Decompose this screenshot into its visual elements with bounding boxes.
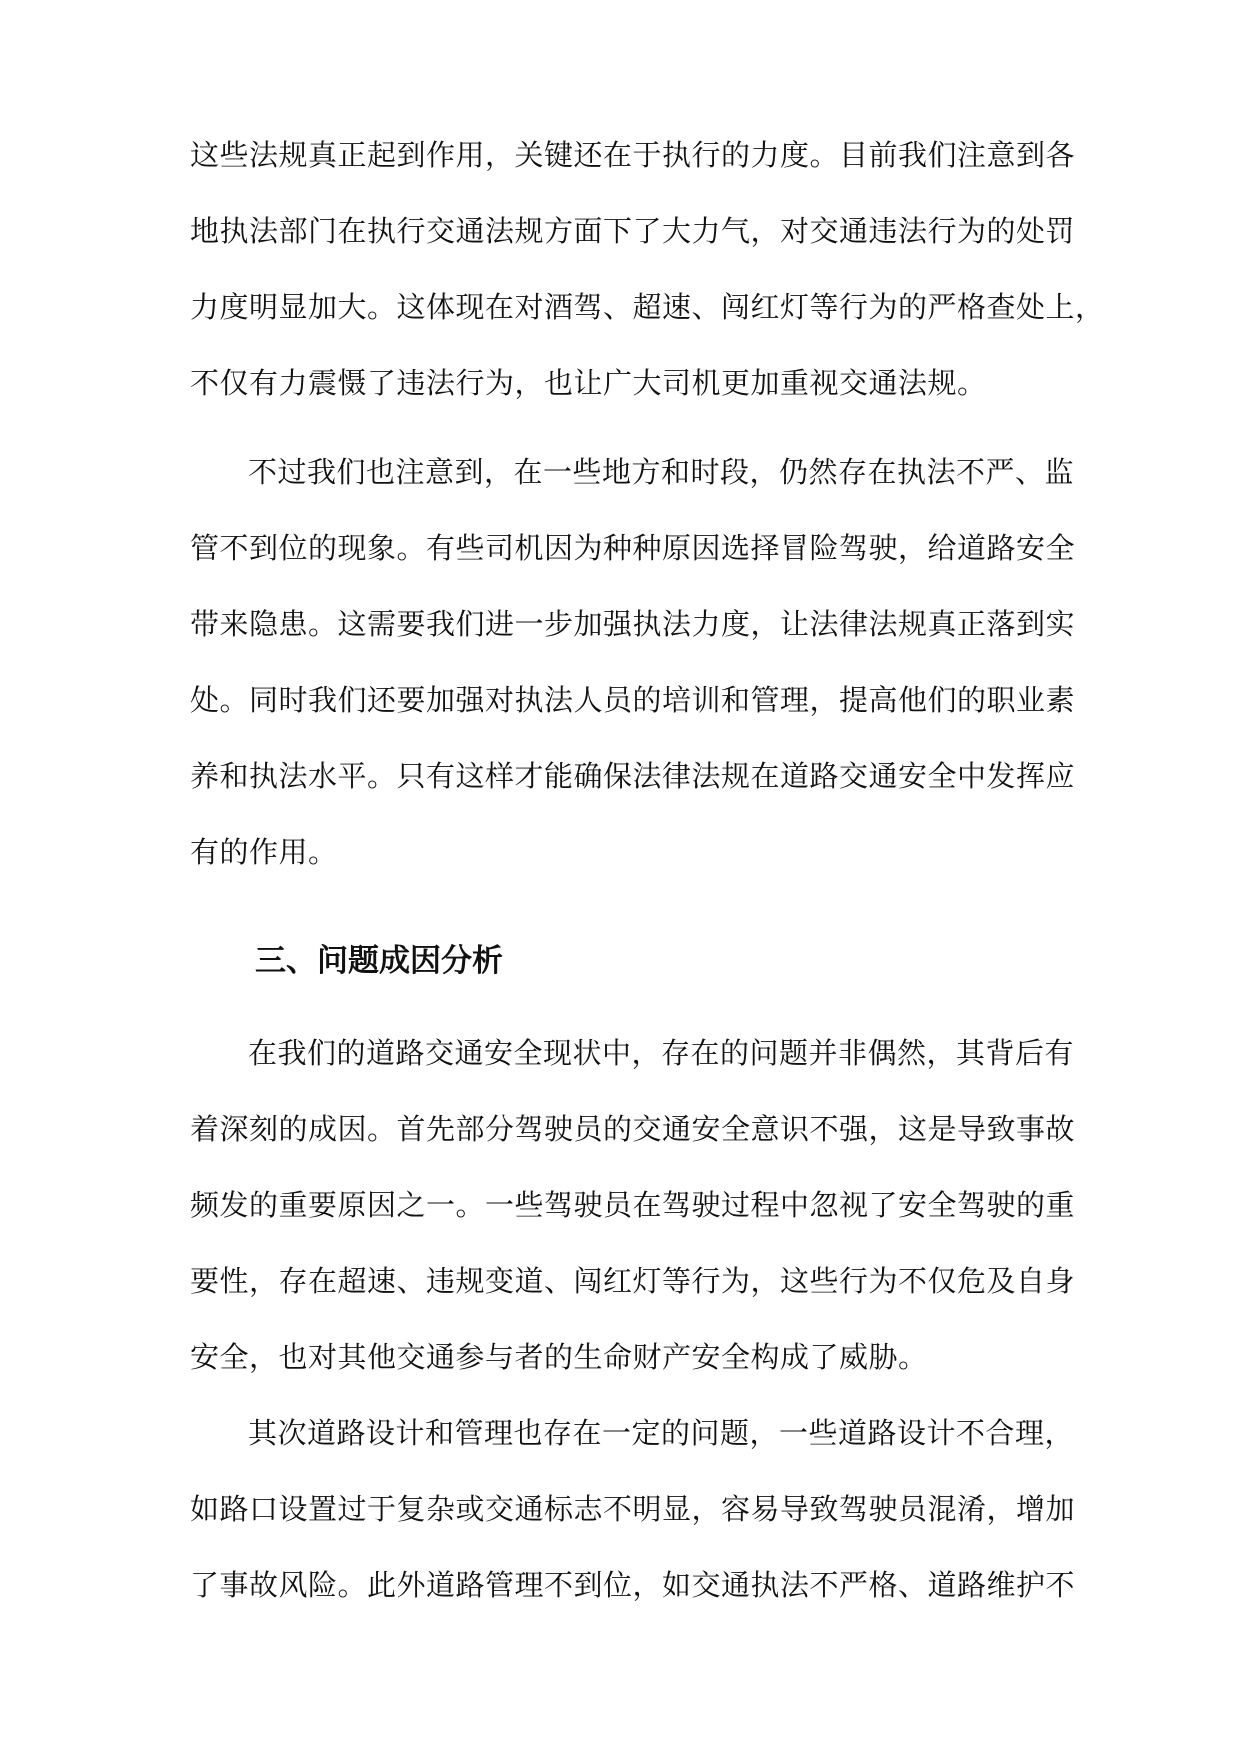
paragraph-line: 不过我们也注意到，在一些地方和时段，仍然存在执法不严、监 xyxy=(248,455,1075,489)
paragraph-line: 地执法部门在执行交通法规方面下了大力气，对交通违法行为的处罚 xyxy=(190,214,1076,248)
paragraph-line: 安全，也对其他交通参与者的生命财产安全构成了威胁。 xyxy=(190,1340,928,1374)
paragraph-line: 其次道路设计和管理也存在一定的问题，一些道路设计不合理， xyxy=(248,1416,1075,1450)
paragraph-line: 养和执法水平。只有这样才能确保法律法规在道路交通安全中发挥应 xyxy=(190,759,1076,793)
paragraph-line: 不仅有力震慑了违法行为，也让广大司机更加重视交通法规。 xyxy=(190,366,987,400)
paragraph-line: 这些法规真正起到作用，关键还在于执行的力度。目前我们注意到各 xyxy=(190,138,1076,172)
paragraph-line: 频发的重要原因之一。一些驾驶员在驾驶过程中忽视了安全驾驶的重 xyxy=(190,1188,1076,1222)
paragraph-line: 了事故风险。此外道路管理不到位，如交通执法不严格、道路维护不 xyxy=(190,1568,1076,1602)
section-heading: 三、问题成因分析 xyxy=(255,943,503,979)
paragraph-line: 力度明显加大。这体现在对酒驾、超速、闯红灯等行为的严格查处上， xyxy=(190,290,1105,324)
paragraph-line: 管不到位的现象。有些司机因为种种原因选择冒险驾驶，给道路安全 xyxy=(190,531,1076,565)
paragraph-line: 带来隐患。这需要我们进一步加强执法力度，让法律法规真正落到实 xyxy=(190,607,1076,641)
paragraph-line: 处。同时我们还要加强对执法人员的培训和管理，提高他们的职业素 xyxy=(190,683,1076,717)
paragraph-line: 着深刻的成因。首先部分驾驶员的交通安全意识不强，这是导致事故 xyxy=(190,1112,1076,1146)
paragraph-line: 在我们的道路交通安全现状中，存在的问题并非偶然，其背后有 xyxy=(248,1036,1075,1070)
paragraph-line: 如路口设置过于复杂或交通标志不明显，容易导致驾驶员混淆，增加 xyxy=(190,1492,1076,1526)
paragraph-line: 有的作用。 xyxy=(190,835,338,869)
paragraph-line: 要性，存在超速、违规变道、闯红灯等行为，这些行为不仅危及自身 xyxy=(190,1264,1076,1298)
